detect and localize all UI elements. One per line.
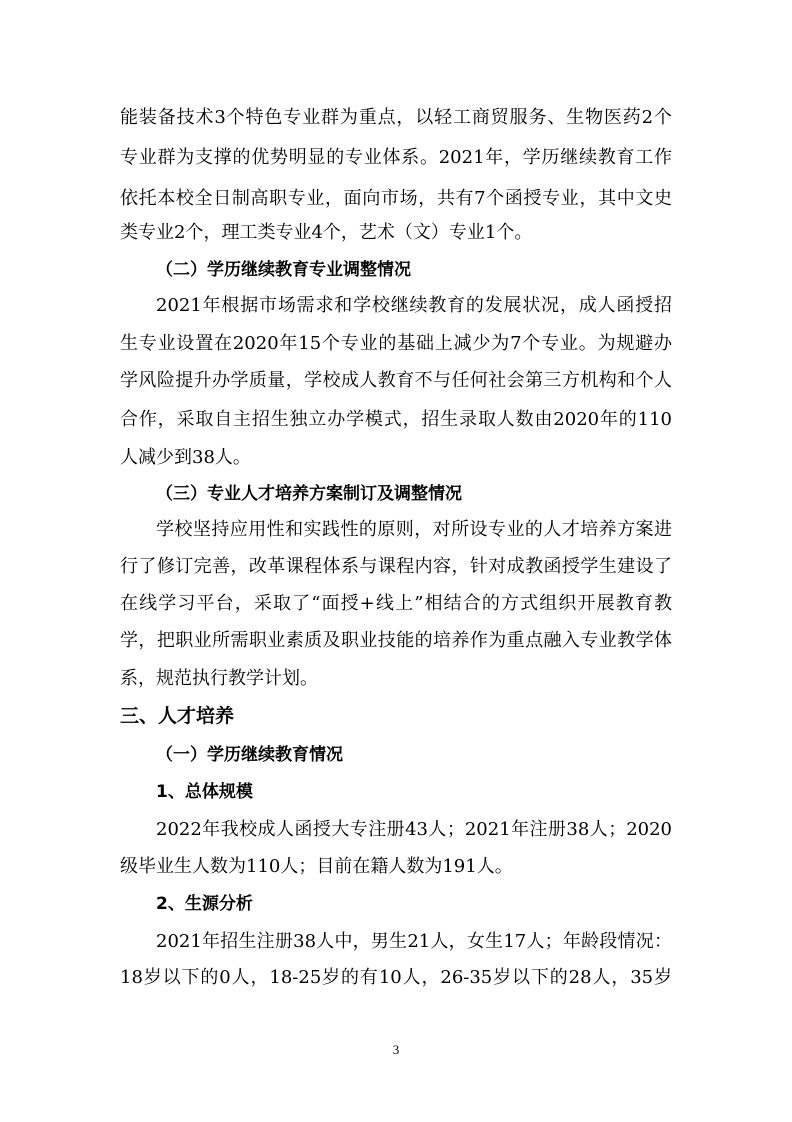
paragraph-line: 生专业设置在2020年15个专业的基础上减少为7个专业。为规避办 — [120, 333, 672, 354]
paragraph-line: 能装备技术3个特色专业群为重点，以轻工商贸服务、生物医药2个 — [120, 107, 672, 128]
paragraph-line: 合作，采取自主招生独立办学模式，招生录取人数由2020年的110 — [120, 409, 672, 430]
paragraph-line: 在线学习平台，采取了“面授+线上”相结合的方式组织开展教育教 — [120, 593, 672, 614]
paragraph-line: 行了修订完善，改革课程体系与课程内容，针对成教函授学生建设了 — [120, 556, 672, 577]
paragraph-line: 级毕业生人数为110人；目前在籍人数为191人。 — [120, 856, 513, 877]
section-heading: （三）专业人才培养方案制订及调整情况 — [156, 484, 462, 504]
paragraph-line: 专业群为支撑的优势明显的专业体系。2021年，学历继续教育工作 — [120, 147, 672, 168]
paragraph-line: 学，把职业所需职业素质及职业技能的培养作为重点融入专业教学体 — [120, 630, 672, 651]
paragraph-line: 学校坚持应用性和实践性的原则，对所设专业的人才培养方案进 — [156, 519, 672, 540]
paragraph-line: 人减少到38人。 — [120, 447, 251, 468]
page-number: 3 — [392, 1042, 400, 1057]
section-heading: （二）学历继续教育专业调整情况 — [156, 260, 411, 280]
paragraph-line: 2022年我校成人函授大专注册43人；2021年注册38人；2020 — [156, 819, 672, 840]
paragraph-line: 系，规范执行教学计划。 — [120, 668, 318, 689]
subsection-heading: 2、生源分析 — [156, 894, 253, 914]
subsection-heading: 1、总体规模 — [156, 782, 253, 802]
chapter-heading: 三、人才培养 — [120, 705, 235, 727]
paragraph-line: 学风险提升办学质量，学校成人教育不与任何社会第三方机构和个人 — [120, 370, 672, 391]
section-heading: （一）学历继续教育情况 — [156, 745, 343, 765]
paragraph-line: 18岁以下的0人，18-25岁的有10人，26-35岁以下的28人，35岁 — [120, 967, 672, 988]
paragraph-line: 依托本校全日制高职专业，面向市场，共有7个函授专业，其中文史 — [120, 188, 672, 209]
paragraph-line: 2021年根据市场需求和学校继续教育的发展状况，成人函授招 — [156, 295, 672, 316]
paragraph-line: 2021年招生注册38人中，男生21人，女生17人；年龄段情况： — [156, 931, 672, 952]
paragraph-line: 类专业2个，理工类专业4个，艺术（文）专业1个。 — [120, 222, 533, 243]
